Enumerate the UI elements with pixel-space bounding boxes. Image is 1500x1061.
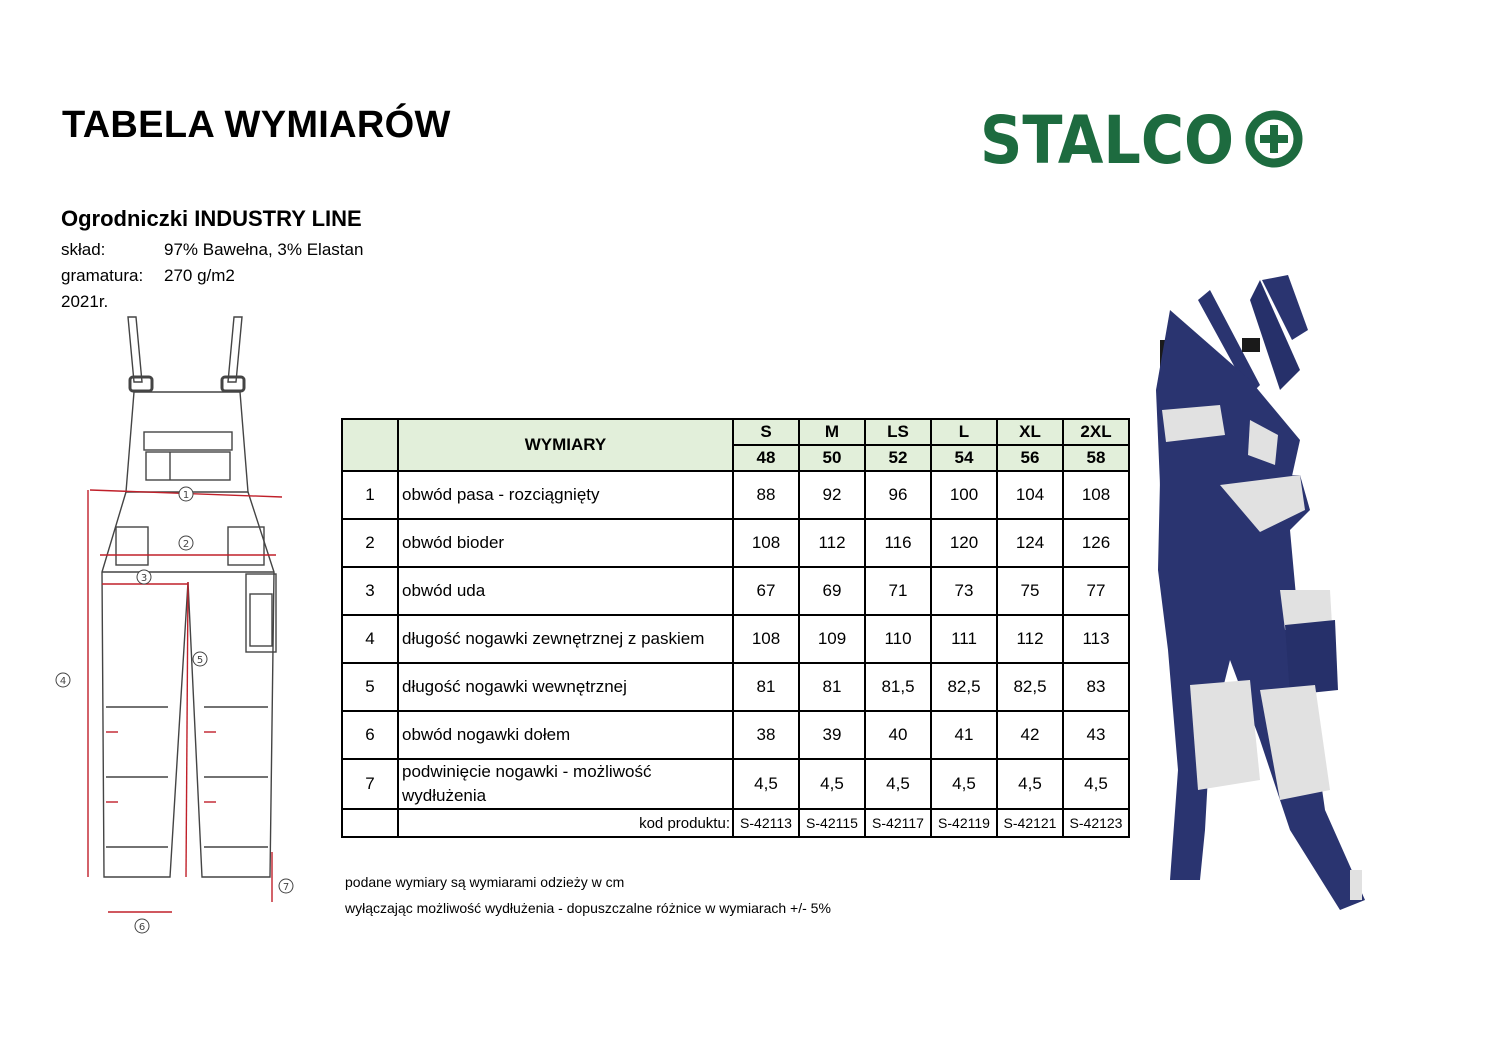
table-cell: 69 bbox=[799, 567, 865, 615]
table-cell: 83 bbox=[1063, 663, 1129, 711]
weight-label: gramatura: bbox=[61, 266, 144, 285]
marker-1: 1 bbox=[182, 490, 190, 501]
product-code: S-42121 bbox=[997, 809, 1063, 837]
composition-label: skład: bbox=[61, 240, 106, 259]
table-cell: 75 bbox=[997, 567, 1063, 615]
size-label: 2XL bbox=[1063, 419, 1129, 445]
row-name: obwód nogawki dołem bbox=[398, 711, 733, 759]
weight-value: 270 g/m2 bbox=[164, 266, 235, 285]
table-cell: 108 bbox=[733, 615, 799, 663]
stalco-logo bbox=[980, 108, 1304, 173]
row-number: 3 bbox=[342, 567, 398, 615]
table-cell: 112 bbox=[799, 519, 865, 567]
table-cell: 4,5 bbox=[1063, 759, 1129, 809]
logo-text: STALCO bbox=[980, 108, 1234, 168]
row-number: 6 bbox=[342, 711, 398, 759]
size-number: 52 bbox=[865, 445, 931, 471]
table-cell: 116 bbox=[865, 519, 931, 567]
table-cell: 4,5 bbox=[865, 759, 931, 809]
table-cell: 41 bbox=[931, 711, 997, 759]
row-name: podwinięcie nogawki - możliwość wydłużenia bbox=[398, 759, 733, 809]
table-cell: 108 bbox=[1063, 471, 1129, 519]
table-cell: 112 bbox=[997, 615, 1063, 663]
table-cell: 108 bbox=[733, 519, 799, 567]
table-row bbox=[342, 615, 1129, 663]
table-cell: 40 bbox=[865, 711, 931, 759]
table-cell: 110 bbox=[865, 615, 931, 663]
product-code-row bbox=[342, 809, 1129, 837]
table-cell: 43 bbox=[1063, 711, 1129, 759]
table-cell: 38 bbox=[733, 711, 799, 759]
table-row bbox=[342, 471, 1129, 519]
size-label: LS bbox=[865, 419, 931, 445]
table-cell: 88 bbox=[733, 471, 799, 519]
table-cell: 113 bbox=[1063, 615, 1129, 663]
header-num-cell bbox=[342, 419, 398, 471]
table-cell: 81,5 bbox=[865, 663, 931, 711]
table-cell: 81 bbox=[799, 663, 865, 711]
row-name: obwód pasa - rozciągnięty bbox=[398, 471, 733, 519]
table-row bbox=[342, 759, 1129, 809]
row-name: obwód uda bbox=[398, 567, 733, 615]
size-number: 58 bbox=[1063, 445, 1129, 471]
table-cell: 92 bbox=[799, 471, 865, 519]
table-cell: 82,5 bbox=[931, 663, 997, 711]
table-cell: 96 bbox=[865, 471, 931, 519]
table-row bbox=[342, 711, 1129, 759]
notes bbox=[345, 869, 831, 921]
note-line-2: wyłączając możliwość wydłużenia - dopuszczalne różnice w wymiarach +/- 5% bbox=[345, 900, 831, 916]
table-row bbox=[342, 519, 1129, 567]
table-row bbox=[342, 663, 1129, 711]
table-cell: 126 bbox=[1063, 519, 1129, 567]
row-number: 4 bbox=[342, 615, 398, 663]
note-line-1: podane wymiary są wymiarami odzieży w cm bbox=[345, 874, 625, 890]
marker-3: 3 bbox=[140, 573, 148, 584]
product-code: S-42115 bbox=[799, 809, 865, 837]
table-cell: 124 bbox=[997, 519, 1063, 567]
year: 2021r. bbox=[61, 292, 109, 311]
table-cell: 73 bbox=[931, 567, 997, 615]
table-cell: 4,5 bbox=[733, 759, 799, 809]
product-name: Ogrodniczki INDUSTRY LINE bbox=[61, 206, 362, 231]
row-number: 2 bbox=[342, 519, 398, 567]
size-number: 48 bbox=[733, 445, 799, 471]
table-cell: 109 bbox=[799, 615, 865, 663]
table-header-row bbox=[342, 419, 1129, 445]
table-cell: 120 bbox=[931, 519, 997, 567]
table-cell: 4,5 bbox=[799, 759, 865, 809]
table-cell: 77 bbox=[1063, 567, 1129, 615]
technical-drawing bbox=[50, 312, 310, 947]
weight-row bbox=[61, 266, 235, 286]
table-row bbox=[342, 567, 1129, 615]
marker-2: 2 bbox=[182, 539, 190, 550]
marker-7: 7 bbox=[282, 882, 290, 893]
marker-5: 5 bbox=[196, 655, 204, 666]
table-cell: 4,5 bbox=[931, 759, 997, 809]
composition-value: 97% Bawełna, 3% Elastan bbox=[164, 240, 364, 259]
size-number: 50 bbox=[799, 445, 865, 471]
table-cell: 67 bbox=[733, 567, 799, 615]
table-cell: 39 bbox=[799, 711, 865, 759]
product-code: S-42117 bbox=[865, 809, 931, 837]
size-label: XL bbox=[997, 419, 1063, 445]
marker-4: 4 bbox=[59, 676, 67, 687]
size-number: 54 bbox=[931, 445, 997, 471]
size-table bbox=[341, 418, 1130, 838]
code-blank-cell bbox=[342, 809, 398, 837]
table-cell: 82,5 bbox=[997, 663, 1063, 711]
table-cell: 71 bbox=[865, 567, 931, 615]
row-name: obwód bioder bbox=[398, 519, 733, 567]
product-code: S-42119 bbox=[931, 809, 997, 837]
size-number: 56 bbox=[997, 445, 1063, 471]
table-cell: 100 bbox=[931, 471, 997, 519]
row-number: 1 bbox=[342, 471, 398, 519]
table-cell: 111 bbox=[931, 615, 997, 663]
size-label: S bbox=[733, 419, 799, 445]
row-number: 5 bbox=[342, 663, 398, 711]
marker-6: 6 bbox=[138, 922, 146, 933]
row-name: długość nogawki zewnętrznej z paskiem bbox=[398, 615, 733, 663]
product-photo bbox=[1150, 270, 1380, 920]
row-name: długość nogawki wewnętrznej bbox=[398, 663, 733, 711]
row-number: 7 bbox=[342, 759, 398, 809]
page-title: TABELA WYMIARÓW bbox=[62, 104, 451, 146]
table-cell: 81 bbox=[733, 663, 799, 711]
product-code: S-42123 bbox=[1063, 809, 1129, 837]
header-wymiary: WYMIARY bbox=[398, 419, 733, 471]
composition-row bbox=[61, 240, 363, 260]
product-code-label: kod produktu: bbox=[398, 809, 733, 837]
size-label: M bbox=[799, 419, 865, 445]
table-cell: 4,5 bbox=[997, 759, 1063, 809]
table-cell: 42 bbox=[997, 711, 1063, 759]
table-cell: 104 bbox=[997, 471, 1063, 519]
product-code: S-42113 bbox=[733, 809, 799, 837]
size-label: L bbox=[931, 419, 997, 445]
